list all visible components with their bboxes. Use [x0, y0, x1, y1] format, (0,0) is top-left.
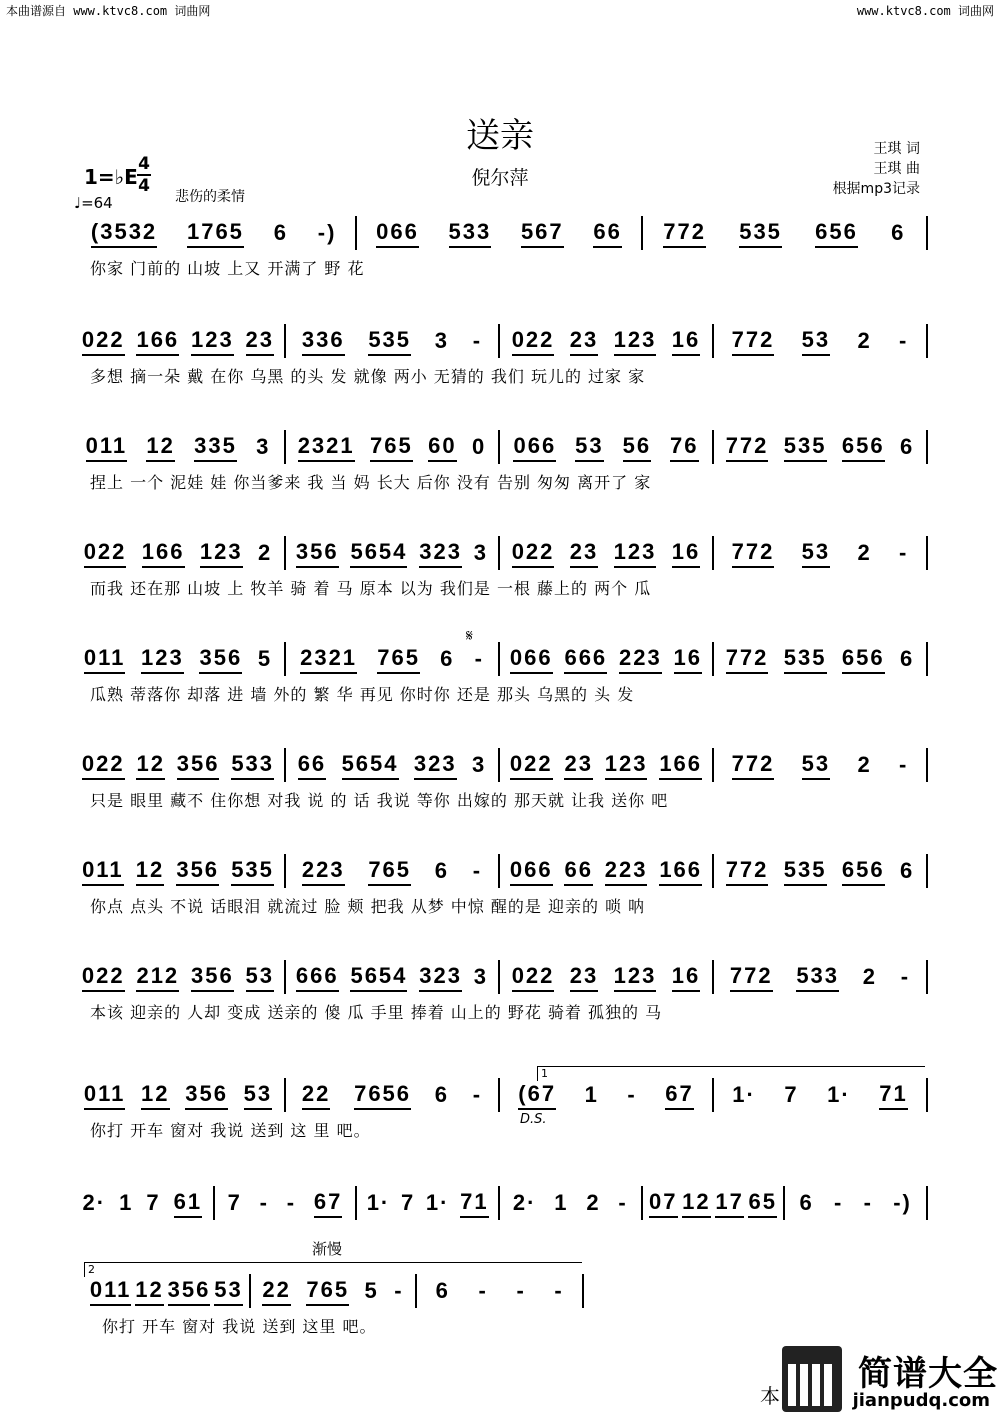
- measure: [72, 960, 286, 994]
- logo-text: 简谱大全: [858, 1354, 998, 1394]
- note-group: 223: [605, 857, 648, 886]
- measure: [286, 854, 500, 888]
- note-group: 60: [428, 433, 456, 462]
- note-group: 336: [302, 327, 345, 356]
- source-right: www.ktvc8.com 词曲网: [856, 4, 994, 18]
- song-singer: 倪尔萍: [471, 167, 529, 189]
- tempo-marking: ♩=64: [74, 194, 113, 212]
- measure: [357, 1186, 500, 1220]
- notes-line: [72, 424, 928, 464]
- note-group: 066: [376, 219, 419, 248]
- note-group: 356: [296, 539, 339, 568]
- note-group: 356: [185, 1081, 228, 1110]
- note-group: 2: [857, 327, 872, 353]
- note-group: 1: [119, 1189, 134, 1215]
- notes-line: [72, 636, 928, 676]
- measure: [500, 748, 714, 782]
- logo-url: jianpudq.com: [852, 1390, 990, 1411]
- ds-mark: D.S.: [520, 1112, 547, 1127]
- note-group: -: [516, 1277, 526, 1303]
- note-group: 76: [670, 433, 698, 462]
- note-group: 772: [726, 857, 769, 886]
- measure: [500, 324, 714, 358]
- note-group: 7656: [354, 1081, 411, 1110]
- note-group: 666: [564, 645, 607, 674]
- lyric-line: 你打 开车 窗对 我说 送到 这 里 吧。: [90, 1121, 371, 1140]
- note-group: 166: [659, 751, 702, 780]
- note-group: 12: [682, 1189, 710, 1218]
- note-group: 6: [440, 645, 455, 671]
- note-group: 22: [302, 1081, 330, 1110]
- measure: [500, 1078, 714, 1112]
- note-group: 53: [214, 1277, 242, 1306]
- note-group: 6: [799, 1189, 814, 1215]
- note-group: 1·: [732, 1081, 756, 1107]
- note-group: 53: [244, 1081, 272, 1110]
- note-group: -: [863, 1189, 873, 1215]
- note-group: 6: [434, 857, 450, 883]
- note-group: 533: [231, 751, 274, 780]
- lyric-line: 瓜熟 蒂落你 却落 进 墙 外的 繁 华 再见 你时你 还是 那头 乌黑的 头 发: [90, 685, 635, 704]
- footer-stray-char: 本: [760, 1384, 780, 1408]
- note-group: 2: [258, 539, 273, 565]
- note-group: 07: [649, 1189, 677, 1218]
- measure: [643, 1186, 786, 1220]
- notes-line: [72, 954, 928, 994]
- note-group: 022: [84, 539, 127, 568]
- note-group: 6: [435, 1277, 450, 1303]
- note-group: 2321: [300, 645, 357, 674]
- measure: [72, 324, 286, 358]
- note-group: 656: [842, 645, 885, 674]
- measure: [500, 960, 714, 994]
- note-group: 1·: [827, 1081, 851, 1107]
- measure: [714, 748, 928, 782]
- note-group: 23: [570, 327, 598, 356]
- note-group: -: [898, 327, 909, 353]
- note-group: 66: [593, 219, 621, 248]
- note-group: 3: [473, 539, 489, 565]
- note-group: 12: [136, 857, 164, 886]
- note-group: 666: [296, 963, 339, 992]
- measure: [72, 642, 286, 676]
- note-group: 65: [748, 1189, 776, 1218]
- measure: [714, 430, 928, 464]
- note-group: 6: [900, 433, 915, 459]
- measure: [500, 430, 714, 464]
- note-group: 23: [564, 751, 592, 780]
- note-group: 535: [784, 857, 827, 886]
- lyric-line: 你打 开车 窗对 我说 送到 这里 吧。: [102, 1317, 377, 1336]
- note-group: 533: [796, 963, 839, 992]
- note-group: 1: [554, 1189, 569, 1215]
- note-group: 765: [306, 1277, 349, 1306]
- note-group: 022: [512, 327, 555, 356]
- note-group: 61: [174, 1189, 202, 1218]
- note-group: 2: [586, 1189, 601, 1215]
- note-group: 011: [86, 433, 128, 462]
- note-group: 765: [370, 433, 413, 462]
- note-group: -: [554, 1277, 564, 1303]
- note-group: 0: [472, 433, 487, 459]
- note-group: -: [898, 539, 909, 565]
- notes-line: [72, 530, 928, 570]
- note-group: 166: [136, 327, 179, 356]
- time-signature: [137, 154, 151, 196]
- note-group: 123: [614, 963, 657, 992]
- note-group: 53: [246, 963, 274, 992]
- note-group: 12: [141, 1081, 169, 1110]
- notes-line: [72, 1180, 928, 1220]
- note-group: 533: [449, 219, 492, 248]
- measure: [286, 960, 500, 994]
- note-group: 23: [570, 539, 598, 568]
- measure: [357, 216, 642, 250]
- note-group: 123: [191, 327, 234, 356]
- measure: [500, 642, 714, 676]
- note-group: 066: [513, 433, 556, 462]
- note-group: 2: [857, 539, 872, 565]
- note-group: 223: [302, 857, 345, 886]
- notes-line: [72, 318, 928, 358]
- source-note: 根据mp3记录: [832, 181, 920, 197]
- lyric-line: 捏上 一个 泥娃 娃 你当爹来 我 当 妈 长大 后你 没有 告别 匆匆 离开了 家: [90, 473, 652, 492]
- measure: [714, 1078, 928, 1112]
- note-group: 71: [879, 1081, 907, 1110]
- segno-mark: 𝄋: [466, 626, 473, 645]
- note-group: 1·: [366, 1189, 391, 1215]
- measure: [72, 536, 286, 570]
- note-group: 2: [857, 751, 872, 777]
- measure: [643, 216, 928, 250]
- measure: [500, 854, 714, 888]
- note-group: 16: [674, 645, 702, 674]
- note-group: -: [474, 645, 484, 671]
- note-group: 656: [842, 433, 885, 462]
- note-group: 123: [605, 751, 648, 780]
- note-group: 5654: [350, 963, 407, 992]
- note-group: 535: [784, 433, 827, 462]
- note-group: 67: [314, 1189, 342, 1218]
- note-group: 011: [84, 1081, 126, 1110]
- note-group: 53: [575, 433, 603, 462]
- measure: [286, 430, 500, 464]
- volta-2: 2: [84, 1262, 582, 1277]
- measure: [215, 1186, 358, 1220]
- note-group: 323: [419, 963, 462, 992]
- measure: [714, 642, 928, 676]
- note-group: -: [259, 1189, 269, 1215]
- slowing-mark: 渐慢: [312, 1240, 343, 1258]
- mood-marking: 悲伤的柔情: [175, 189, 245, 205]
- measure: [714, 324, 928, 358]
- note-group: 772: [663, 219, 706, 248]
- note-group: 356: [177, 751, 220, 780]
- note-group: (3532: [91, 219, 157, 248]
- note-group: 335: [194, 433, 237, 462]
- note-group: 12: [136, 751, 164, 780]
- note-group: 011: [84, 645, 126, 674]
- note-group: 23: [570, 963, 598, 992]
- note-group: -): [893, 1189, 912, 1215]
- measure: [500, 1186, 643, 1220]
- note-group: -: [478, 1277, 488, 1303]
- note-group: 123: [614, 327, 657, 356]
- note-group: 2·: [82, 1189, 107, 1215]
- note-group: 772: [726, 645, 769, 674]
- note-group: 66: [298, 751, 326, 780]
- note-group: 53: [802, 539, 830, 568]
- note-group: 6: [900, 645, 915, 671]
- lyricist: 王琪 词: [873, 141, 920, 157]
- measure: [72, 748, 286, 782]
- note-group: 323: [419, 539, 462, 568]
- song-title: 送亲: [466, 116, 534, 156]
- note-group: -: [472, 1081, 483, 1107]
- note-group: 656: [815, 219, 858, 248]
- note-group: 17: [715, 1189, 743, 1218]
- note-group: 5654: [342, 751, 399, 780]
- note-group: 123: [200, 539, 243, 568]
- note-group: -: [472, 857, 483, 883]
- notes-line: [72, 210, 928, 250]
- lyric-line: 本该 迎亲的 人却 变成 送亲的 傻 瓜 手里 捧着 山上的 野花 骑着 孤独的 马: [90, 1003, 663, 1022]
- note-group: 535: [231, 857, 274, 886]
- measure: [251, 1274, 418, 1308]
- note-group: 7: [146, 1189, 161, 1215]
- measure: [714, 960, 928, 994]
- note-group: 772: [732, 539, 775, 568]
- lyric-line: 只是 眼里 藏不 住你想 对我 说 的 话 我说 等你 出嫁的 那天就 让我 送你 吧: [90, 791, 669, 810]
- measure: [286, 1078, 500, 1112]
- measure: [72, 1186, 215, 1220]
- note-group: 7: [784, 1081, 799, 1107]
- note-group: 765: [368, 857, 411, 886]
- note-group: -: [900, 963, 911, 989]
- note-group: 356: [199, 645, 242, 674]
- note-group: 212: [136, 963, 179, 992]
- note-group: 6: [891, 219, 906, 245]
- measure: [72, 854, 286, 888]
- note-group: 16: [672, 539, 700, 568]
- note-group: 5: [364, 1277, 379, 1303]
- note-group: 011: [90, 1277, 132, 1306]
- lyric-line: 多想 摘一朵 戴 在你 乌黑 的头 发 就像 两小 无猜的 我们 玩儿的 过家 家: [90, 367, 646, 386]
- note-group: -: [286, 1189, 297, 1215]
- measure: [286, 324, 500, 358]
- note-group: 3: [472, 751, 487, 777]
- note-group: 12: [146, 433, 174, 462]
- note-group: 535: [368, 327, 411, 356]
- note-group: 123: [614, 539, 657, 568]
- note-group: 022: [82, 963, 125, 992]
- notes-line: [72, 848, 928, 888]
- note-group: 23: [246, 327, 274, 356]
- note-group: 123: [141, 645, 184, 674]
- note-group: 772: [726, 433, 769, 462]
- note-group: 535: [739, 219, 782, 248]
- note-group: 66: [564, 857, 592, 886]
- note-group: 3: [434, 327, 450, 353]
- note-group: 011: [82, 857, 124, 886]
- note-group: 772: [732, 751, 775, 780]
- measure: [500, 536, 714, 570]
- note-group: 12: [135, 1277, 163, 1306]
- note-group: 22: [262, 1277, 290, 1306]
- note-group: 7: [400, 1189, 416, 1215]
- note-group: 356: [191, 963, 234, 992]
- note-group: 022: [82, 751, 125, 780]
- note-group: 6: [900, 857, 915, 883]
- measure: [286, 536, 500, 570]
- note-group: 53: [802, 751, 830, 780]
- note-group: 56: [623, 433, 651, 462]
- note-group: 7: [227, 1189, 242, 1215]
- source-left: 本曲谱源自 www.ktvc8.com 词曲网: [6, 4, 211, 18]
- note-group: 656: [842, 857, 885, 886]
- note-group: -: [394, 1277, 404, 1303]
- measure: [286, 642, 500, 676]
- note-group: -: [898, 751, 909, 777]
- note-group: 567: [521, 219, 564, 248]
- measure: [72, 216, 357, 250]
- note-group: 772: [732, 327, 775, 356]
- note-group: 2: [862, 963, 878, 989]
- notes-line: [72, 742, 928, 782]
- note-group: 535: [784, 645, 827, 674]
- note-group: 16: [672, 327, 700, 356]
- piano-logo-icon: [782, 1346, 842, 1412]
- note-group: 16: [672, 963, 700, 992]
- key-signature: 1=♭E: [84, 165, 138, 189]
- note-group: 71: [460, 1189, 488, 1218]
- measure: [84, 1274, 251, 1308]
- note-group: 356: [176, 857, 219, 886]
- note-group: 1·: [425, 1189, 450, 1215]
- note-group: 5654: [350, 539, 407, 568]
- note-group: 3: [473, 963, 489, 989]
- note-group: 323: [414, 751, 457, 780]
- measure: [714, 854, 928, 888]
- composer: 王琪 曲: [873, 161, 920, 177]
- note-group: 022: [510, 751, 553, 780]
- note-group: 022: [82, 327, 125, 356]
- measure: [785, 1186, 928, 1220]
- note-group: -: [627, 1081, 637, 1107]
- note-group: 022: [512, 963, 555, 992]
- note-group: -: [472, 327, 483, 353]
- note-group: 1765: [187, 219, 244, 248]
- meter-bottom: 4: [138, 176, 150, 196]
- measure: [286, 748, 500, 782]
- note-group: 67: [665, 1081, 693, 1110]
- lyric-line: 而我 还在那 山坡 上 牧羊 骑 着 马 原本 以为 我们是 一根 藤上的 两个 瓜: [90, 579, 652, 598]
- note-group: 223: [619, 645, 662, 674]
- note-group: 066: [510, 857, 553, 886]
- note-group: 3: [256, 433, 271, 459]
- note-group: 166: [659, 857, 702, 886]
- note-group: 022: [512, 539, 555, 568]
- note-group: 166: [142, 539, 185, 568]
- note-group: 2321: [298, 433, 355, 462]
- note-group: 765: [377, 645, 420, 674]
- note-group: -): [317, 219, 337, 245]
- volta-1: 1: [537, 1066, 925, 1081]
- meter-top: 4: [138, 154, 150, 174]
- lyric-line: 你点 点头 不说 话眼泪 就流过 脸 颊 把我 从梦 中惊 醒的是 迎亲的 唢 呐: [90, 897, 646, 916]
- note-group: 066: [510, 645, 553, 674]
- note-group: -: [834, 1189, 844, 1215]
- note-group: 53: [802, 327, 830, 356]
- note-group: 2·: [512, 1189, 537, 1215]
- measure: [72, 430, 286, 464]
- note-group: 5: [257, 645, 273, 671]
- note-group: (67: [518, 1081, 556, 1110]
- note-group: 6: [434, 1081, 450, 1107]
- measure: [714, 536, 928, 570]
- lyric-line: 你家 门前的 山坡 上又 开满了 野 花: [90, 259, 365, 278]
- measure: [72, 1078, 286, 1112]
- note-group: 772: [730, 963, 773, 992]
- note-group: 6: [273, 219, 288, 245]
- note-group: 1: [584, 1081, 599, 1107]
- note-group: 356: [168, 1277, 211, 1306]
- note-group: -: [618, 1189, 628, 1215]
- measure: [417, 1274, 584, 1308]
